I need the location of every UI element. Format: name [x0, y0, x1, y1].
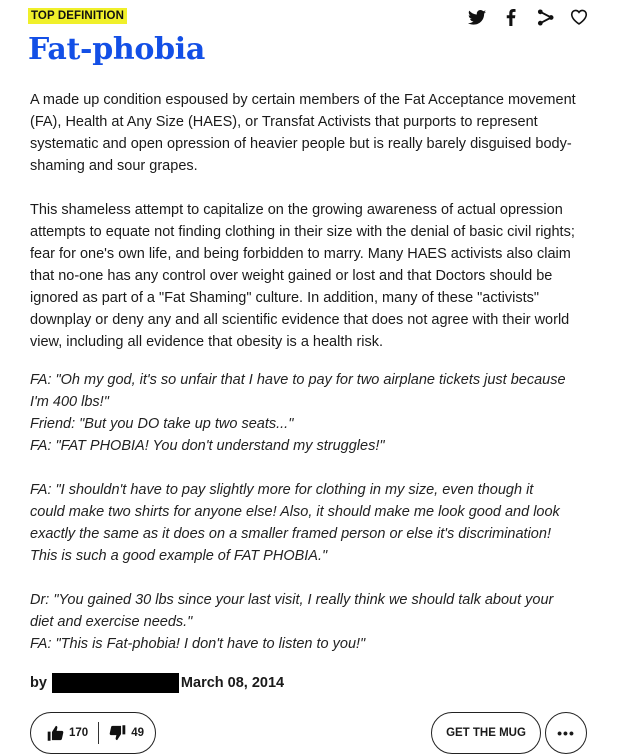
example-line: exactly the same as it does on a smaller framed person or else it's discrimination! [30, 526, 551, 542]
example-line: FA: "This is Fat-phobia! I don't have to listen to you!" [30, 636, 366, 652]
upvote-button[interactable] [31, 713, 88, 753]
heart-icon[interactable] [569, 6, 589, 28]
example-line: diet and exercise needs." [30, 614, 193, 630]
example-line: FA: "Oh my god, it's so unfair that I have to pay for two airplane tickets just because [30, 372, 566, 388]
more-options-button[interactable]: ••• [545, 712, 587, 754]
example-line: I'm 400 lbs!" [30, 394, 109, 410]
twitter-icon[interactable] [467, 6, 487, 28]
top-definition-badge: TOP DEFINITION [28, 8, 127, 24]
author-name-redacted[interactable] [52, 673, 179, 693]
vote-buttons [30, 712, 156, 754]
example-line: This is such a good example of FAT PHOBIA." [30, 548, 328, 564]
definition-meaning [30, 89, 590, 375]
downvote-count: 49 [131, 727, 144, 739]
example-line: Dr: "You gained 30 lbs since your last visit, I really think we should talk about your [30, 592, 554, 608]
example-line: Friend: "But you DO take up two seats..." [30, 416, 294, 432]
byline-prefix: by [30, 675, 47, 691]
share-icon[interactable] [535, 6, 555, 28]
share-bar [467, 6, 589, 28]
example-line: FA: "FAT PHOBIA! You don't understand my struggles!" [30, 438, 385, 454]
upvote-count: 170 [69, 727, 89, 739]
meaning-paragraph-2: This shameless attempt to capitalize on the growing awareness of actual opression attempts to equate not finding clothing in their size with the denial of basic civil rights; fear for one's own life, and being forbidden to marry. Many HAES activists also claim that no-one has any control over weight gained or lost and that Doctors should be ignored as part of a "Fat Shaming" culture. In addition, many of these "activists" downplay or deny any and all scientific evidence that does not agree with their world view, including all evidence that obesity is a health risk. [30, 202, 575, 350]
word-title[interactable]: Fat-phobia [28, 32, 206, 67]
thumbs-down-icon [109, 725, 126, 741]
definition-example [30, 369, 595, 655]
example-line: could make two shirts for anyone else! Also, it should make me look good and look [30, 504, 560, 520]
get-the-mug-button[interactable]: GET THE MUG [431, 712, 541, 754]
thumbs-up-icon [47, 725, 64, 741]
post-date: March 08, 2014 [180, 675, 285, 691]
downvote-button[interactable] [98, 722, 144, 744]
meaning-paragraph-1: A made up condition espoused by certain members of the Fat Acceptance movement (FA), Health at Any Size (HAES), or Transfat Activists that purports to represent systematic and open opression of heavier people but is really barely disguised body-shaming and sour grapes. [30, 92, 576, 174]
example-line: FA: "I shouldn't have to pay slightly more for clothing in my size, even though it [30, 482, 534, 498]
example-spacer [30, 457, 595, 479]
facebook-icon[interactable] [501, 6, 521, 28]
contributor-byline [30, 672, 284, 694]
example-spacer [30, 567, 595, 589]
